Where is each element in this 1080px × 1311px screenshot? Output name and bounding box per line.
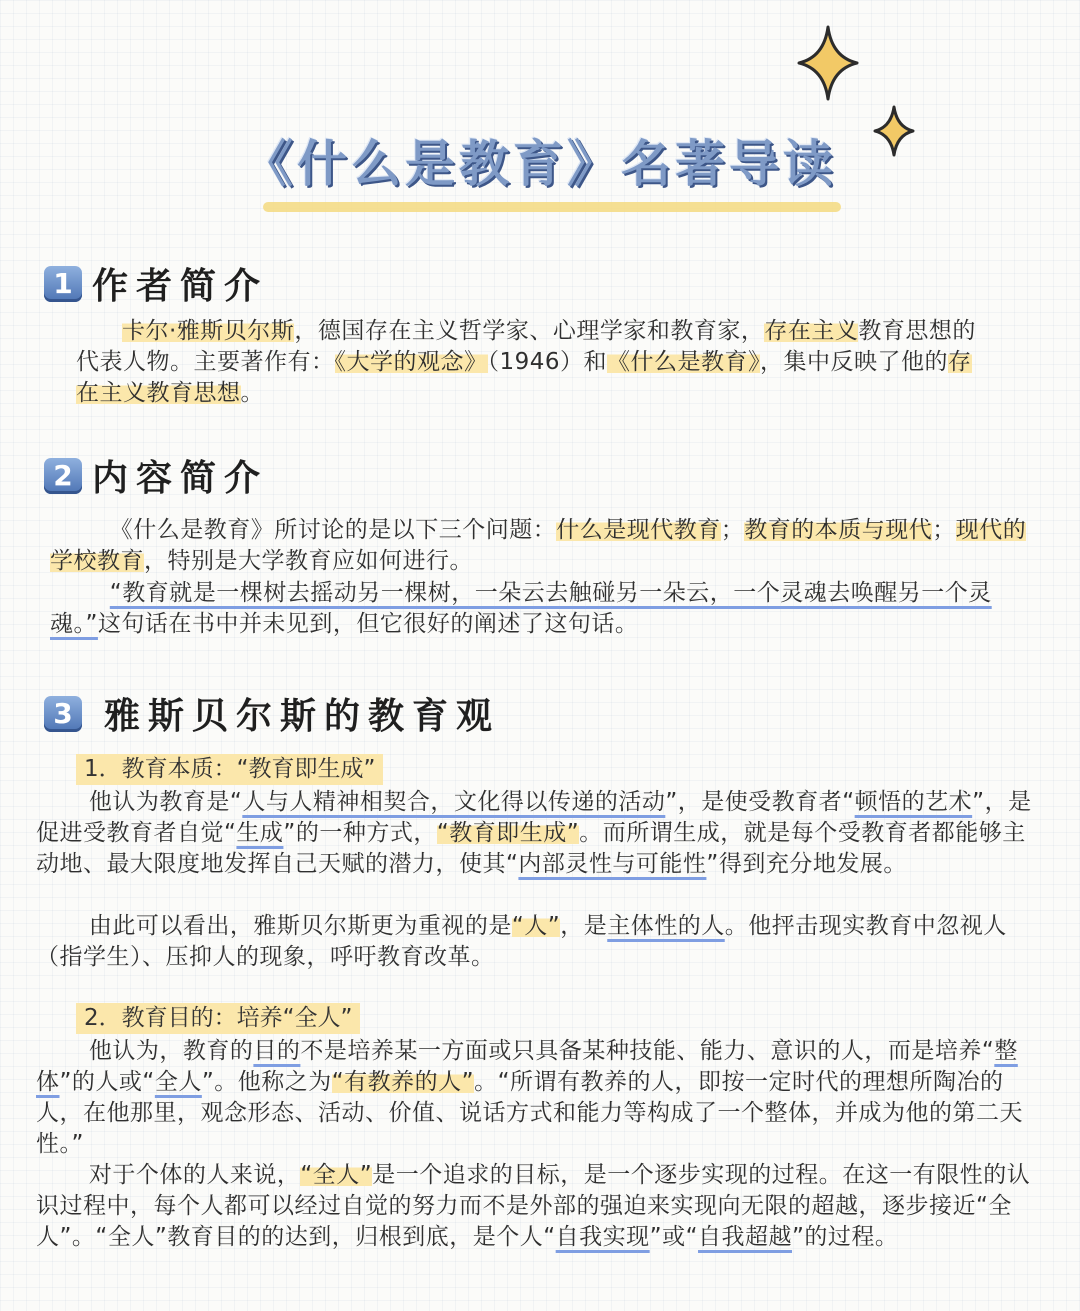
underlined-text: 生成 xyxy=(236,820,284,846)
author-intro-paragraph xyxy=(76,316,976,409)
text-run: 。 xyxy=(240,380,264,406)
highlight-text: “人” xyxy=(511,913,561,939)
text-run: ，是 xyxy=(560,913,608,939)
book-title: 《什么是教育》 xyxy=(607,349,761,375)
text-run: 不是培养某一方面或只具备某种技能、能力、意识的人，而是培养“ xyxy=(300,1038,995,1064)
section-title: 内容简介 xyxy=(92,458,269,499)
highlight-text: 现代的学校教育 xyxy=(50,517,1027,574)
person-paragraph xyxy=(36,911,1046,973)
underlined-text: 自我超越 xyxy=(698,1224,793,1250)
text-run: ，集中反映了他的 xyxy=(760,349,949,375)
author-name: 卡尔·雅斯贝尔斯 xyxy=(122,318,295,344)
text-run: ”，是使受教育者“ xyxy=(665,789,855,815)
text-run: 他认为，教育的 xyxy=(88,1038,254,1064)
text-run: 。而所谓生成，就是每个受教育者都能够主动地、最大限度地发挥自己天赋的潜力，使其“ xyxy=(36,820,1026,877)
text-run: 他认为教育是“ xyxy=(88,789,243,815)
text-run: 是一个追求的目标，是一个逐步实现的过程。在这一有限性的认识过程中，每个人都可以经过自觉的努力而不是外部的强迫来实现向无限的超越，逐步接近“全人”。“全人”教育目的的达到，归根到底，是个人“ xyxy=(36,1162,1031,1250)
section-3-header xyxy=(44,688,500,739)
text-run: ”的过程。 xyxy=(792,1224,899,1250)
quote-text: “教育就是一棵树去摇动另一棵树，一朵云去触碰另一朵云，一个灵魂去唤醒另一个灵魂。” xyxy=(50,580,992,637)
text-run: ”。他称之为 xyxy=(201,1069,332,1095)
text-run: ”的一种方式， xyxy=(283,820,437,846)
text-run: 。“所谓有教养的人，即按一定时代的理想所陶冶的人，在他那里，观念形态、活动、价值、说话方式和能力等构成了一个整体，并成为他的第二天性。” xyxy=(36,1069,1023,1157)
text-run: ”或“ xyxy=(649,1224,699,1250)
book-title: 《大学的观念》 xyxy=(334,349,488,375)
sparkle-large-icon xyxy=(796,24,860,102)
subsection-heading-purpose: 2．教育目的：培养“全人” xyxy=(76,1003,360,1034)
section-title: 作者简介 xyxy=(92,266,269,307)
section-number-badge: 1 xyxy=(44,266,82,302)
highlight-text: 存在主义教育思想 xyxy=(76,349,972,406)
highlight-text: “有教养的人” xyxy=(331,1069,475,1095)
text-run: ”的人或“ xyxy=(59,1069,155,1095)
text-run: 教育思想的代表人物。主要著作有： xyxy=(76,318,976,375)
text-run: 由此可以看出，雅斯贝尔斯更为重视的是 xyxy=(88,913,512,939)
text-run: 这句话在书中并未见到，但它很好的阐述了这句话。 xyxy=(97,611,639,637)
underlined-text: 主体性的人 xyxy=(607,913,725,939)
underlined-text: 顿悟的艺术 xyxy=(854,789,973,815)
section-number-badge: 2 xyxy=(44,458,82,494)
highlight-text: “教育即生成” xyxy=(436,820,580,846)
underlined-text: 自我实现 xyxy=(555,1224,650,1250)
page-title: 《什么是教育》名著导读 xyxy=(243,132,837,196)
quote-paragraph xyxy=(50,578,1040,640)
highlight-text: 存在主义 xyxy=(764,318,859,344)
text-run: （1946）和 xyxy=(487,349,608,375)
text-run: ”得到充分地发展。 xyxy=(706,851,907,877)
text-run: 对于个体的人来说， xyxy=(88,1162,301,1188)
text-run: ”，是促进受教育者自觉“ xyxy=(36,789,1032,846)
underlined-text: 目的 xyxy=(253,1038,301,1064)
text-run: ，德国存在主义哲学家、心理学家和教育家， xyxy=(294,318,765,344)
section-2-header xyxy=(44,450,268,501)
purpose-paragraph xyxy=(36,1036,1046,1160)
section-number-badge: 3 xyxy=(44,696,82,732)
underlined-text: 人与人精神相契合，文化得以传递的活动 xyxy=(242,789,666,815)
section-1-header xyxy=(44,258,268,309)
text-run: 《什么是教育》所讨论的是以下三个问题： xyxy=(109,517,557,543)
highlight-text: 什么是现代教育 xyxy=(556,517,721,543)
section-title: 雅斯贝尔斯的教育观 xyxy=(104,696,501,737)
text-run: 。他抨击现实教育中忽视人（指学生）、压抑人的现象，呼吁教育改革。 xyxy=(36,913,1007,970)
content-intro-paragraph xyxy=(50,515,1040,577)
underlined-text: 全人 xyxy=(154,1069,202,1095)
whole-person-paragraph xyxy=(36,1160,1046,1253)
text-run: ； xyxy=(932,517,956,543)
underlined-text: 整体 xyxy=(36,1038,1018,1095)
text-run: ； xyxy=(720,517,745,543)
essence-paragraph xyxy=(36,787,1046,880)
underlined-text: 内部灵性与可能性 xyxy=(518,851,707,877)
highlight-text: 教育的本质与现代 xyxy=(744,517,933,543)
text-run: ，特别是大学教育应如何进行。 xyxy=(144,548,473,574)
highlight-text: “全人” xyxy=(300,1162,373,1188)
subsection-heading-essence: 1．教育本质：“教育即生成” xyxy=(76,754,383,785)
page-title-wrap xyxy=(0,132,1080,196)
